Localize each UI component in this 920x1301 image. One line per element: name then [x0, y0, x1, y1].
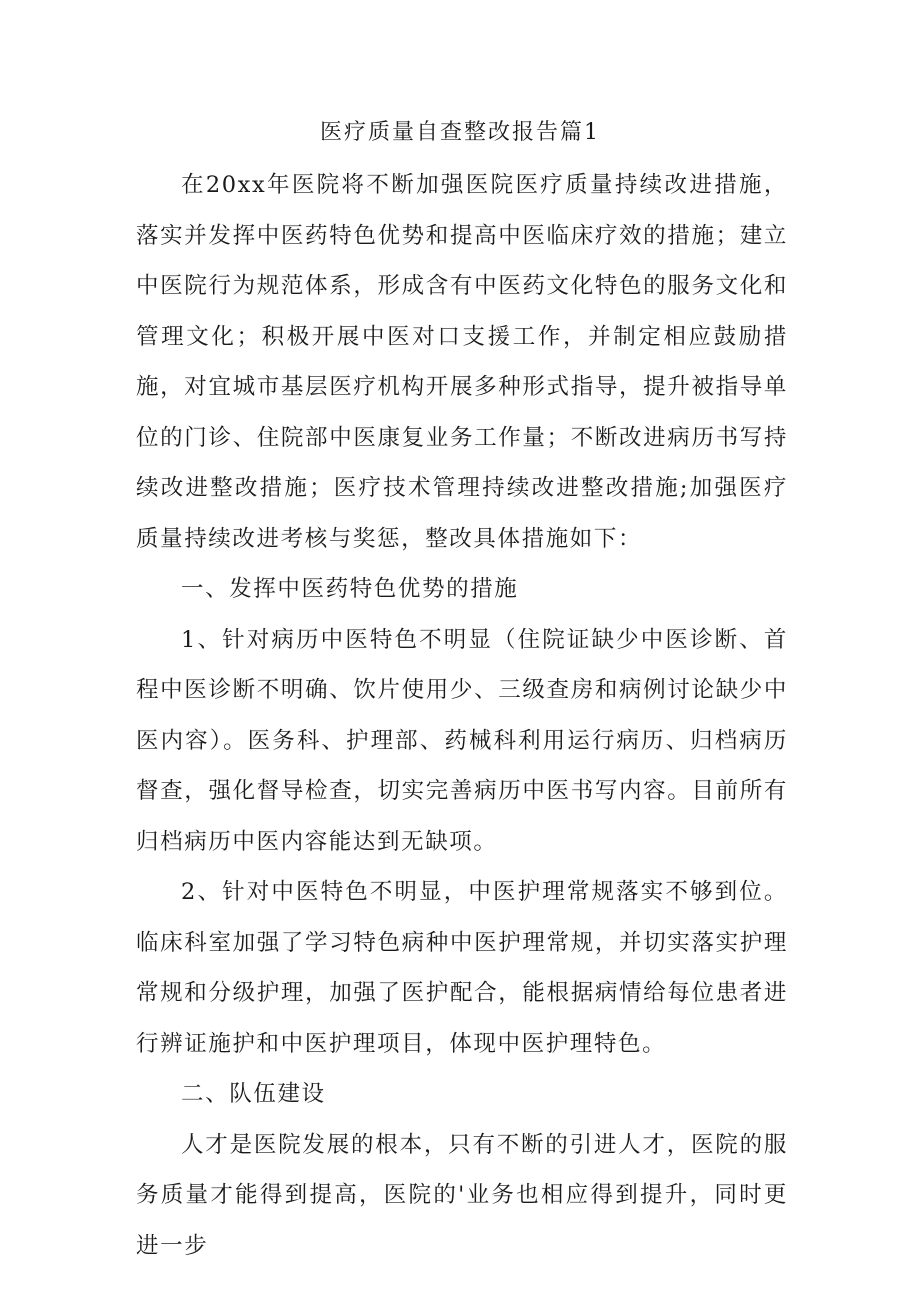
paragraph-intro: 在20xx年医院将不断加强医院医疗质量持续改进措施，落实并发挥中医药特色优势和提高中医临床疗效的措施；建立中医院行为规范体系，形成含有中医药文化特色的服务文化和管理文化；积极开展中医对口支援工作，并制定相应鼓励措施，对宜城市基层医疗机构开展多种形式指导，提升被指导单位的门诊、住院部中医康复业务工作量；不断改进病历书写持续改进整改措施；医疗技术管理持续改进整改措施;加强医疗质量持续改进考核与奖惩，整改具体措施如下： [136, 172, 788, 552]
section-heading-1: 一、发挥中医药特色优势的措施 [181, 576, 519, 602]
document-body [136, 160, 788, 1271]
paragraph-item-2: 2、针对中医特色不明显，中医护理常规落实不够到位。临床科室加强了学习特色病种中医护理常规，并切实落实护理常规和分级护理，加强了医护配合，能根据病情给每位患者进行辨证施护和中医护理项目，体现中医护理特色。 [136, 879, 788, 1057]
document-title: 医疗质量自查整改报告篇1 [320, 120, 600, 145]
paragraph-item-1: 1、针对病历中医特色不明显（住院证缺少中医诊断、首程中医诊断不明确、饮片使用少、三级查房和病例讨论缺少中医内容）。医务科、护理部、药械科利用运行病历、归档病历督查，强化督导检查，切实完善病历中医书写内容。目前所有归档病历中医内容能达到无缺项。 [136, 626, 788, 855]
paragraph-talent: 人才是医院发展的根本，只有不断的引进人才，医院的服务质量才能得到提高，医院的'业务也相应得到提升，同时更进一步 [136, 1131, 788, 1259]
section-heading-2: 二、队伍建设 [181, 1081, 326, 1107]
